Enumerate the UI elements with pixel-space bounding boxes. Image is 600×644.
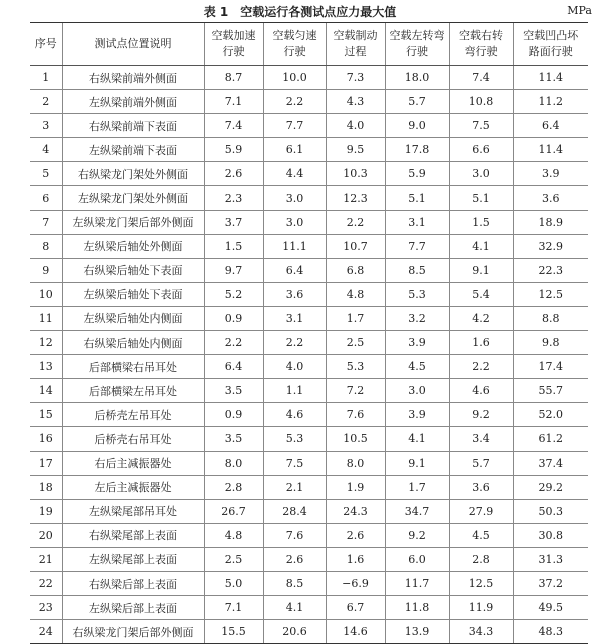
location-cell: 左纵梁后轴处下表面 <box>62 282 204 306</box>
rough-road-cell: 32.9 <box>513 234 588 258</box>
constant-cell: 6.1 <box>263 138 326 162</box>
braking-cell: 10.3 <box>326 162 385 186</box>
row-index: 11 <box>30 306 62 330</box>
header-right-turn: 空载右转 弯行驶 <box>449 23 513 66</box>
table-row <box>30 258 588 282</box>
row-index: 1 <box>30 66 62 90</box>
right-turn-cell: 9.2 <box>449 403 513 427</box>
braking-cell: 2.6 <box>326 523 385 547</box>
rough-road-cell: 30.8 <box>513 523 588 547</box>
accel-cell: 7.1 <box>204 90 263 114</box>
accel-cell: 7.4 <box>204 114 263 138</box>
row-index: 9 <box>30 258 62 282</box>
right-turn-cell: 7.4 <box>449 66 513 90</box>
location-cell: 左纵梁龙门架处外侧面 <box>62 186 204 210</box>
table-row <box>30 162 588 186</box>
constant-cell: 4.0 <box>263 355 326 379</box>
location-cell: 左纵梁后部上表面 <box>62 596 204 620</box>
constant-cell: 4.6 <box>263 403 326 427</box>
row-index: 6 <box>30 186 62 210</box>
header-location: 测试点位置说明 <box>62 23 204 66</box>
rough-road-cell: 49.5 <box>513 596 588 620</box>
accel-cell: 3.7 <box>204 210 263 234</box>
location-cell: 右纵梁尾部上表面 <box>62 523 204 547</box>
location-cell: 左纵梁后轴处外侧面 <box>62 234 204 258</box>
accel-cell: 7.1 <box>204 596 263 620</box>
row-index: 21 <box>30 547 62 571</box>
header-index: 序号 <box>30 23 62 66</box>
row-index: 10 <box>30 282 62 306</box>
location-cell: 后桥壳左吊耳处 <box>62 403 204 427</box>
table-row <box>30 234 588 258</box>
rough-road-cell: 9.8 <box>513 331 588 355</box>
location-cell: 右纵梁后轴处下表面 <box>62 258 204 282</box>
left-turn-cell: 5.1 <box>385 186 449 210</box>
row-index: 7 <box>30 210 62 234</box>
left-turn-cell: 17.8 <box>385 138 449 162</box>
row-index: 3 <box>30 114 62 138</box>
table-row <box>30 379 588 403</box>
table-row <box>30 66 588 90</box>
constant-cell: 2.2 <box>263 90 326 114</box>
location-cell: 后部横梁左吊耳处 <box>62 379 204 403</box>
rough-road-cell: 61.2 <box>513 427 588 451</box>
right-turn-cell: 3.0 <box>449 162 513 186</box>
braking-cell: 12.3 <box>326 186 385 210</box>
braking-cell: 14.6 <box>326 620 385 644</box>
table-row <box>30 620 588 644</box>
row-index: 19 <box>30 499 62 523</box>
constant-cell: 6.4 <box>263 258 326 282</box>
rough-road-cell: 11.4 <box>513 66 588 90</box>
table-row <box>30 596 588 620</box>
braking-cell: 7.6 <box>326 403 385 427</box>
accel-cell: 2.5 <box>204 547 263 571</box>
row-index: 8 <box>30 234 62 258</box>
accel-cell: 1.5 <box>204 234 263 258</box>
accel-cell: 6.4 <box>204 355 263 379</box>
left-turn-cell: 4.1 <box>385 427 449 451</box>
header-accel: 空载加速 行驶 <box>204 23 263 66</box>
right-turn-cell: 4.5 <box>449 523 513 547</box>
constant-cell: 3.6 <box>263 282 326 306</box>
table-row <box>30 114 588 138</box>
right-turn-cell: 2.8 <box>449 547 513 571</box>
row-index: 15 <box>30 403 62 427</box>
row-index: 16 <box>30 427 62 451</box>
left-turn-cell: 5.7 <box>385 90 449 114</box>
accel-cell: 2.2 <box>204 331 263 355</box>
location-cell: 右纵梁龙门架后部外侧面 <box>62 620 204 644</box>
table-row <box>30 210 588 234</box>
rough-road-cell: 29.2 <box>513 475 588 499</box>
left-turn-cell: 9.1 <box>385 451 449 475</box>
location-cell: 左纵梁龙门架后部外侧面 <box>62 210 204 234</box>
rough-road-cell: 55.7 <box>513 379 588 403</box>
braking-cell: 7.3 <box>326 66 385 90</box>
rough-road-cell: 52.0 <box>513 403 588 427</box>
table-row <box>30 475 588 499</box>
location-cell: 左后主减振器处 <box>62 475 204 499</box>
right-turn-cell: 5.7 <box>449 451 513 475</box>
constant-cell: 4.4 <box>263 162 326 186</box>
location-cell: 右纵梁后轴处内侧面 <box>62 331 204 355</box>
braking-cell: 5.3 <box>326 355 385 379</box>
accel-cell: 0.9 <box>204 403 263 427</box>
unit-label: MPa <box>567 4 592 17</box>
right-turn-cell: 34.3 <box>449 620 513 644</box>
braking-cell: 4.8 <box>326 282 385 306</box>
right-turn-cell: 4.2 <box>449 306 513 330</box>
left-turn-cell: 7.7 <box>385 234 449 258</box>
table-row <box>30 571 588 595</box>
accel-cell: 26.7 <box>204 499 263 523</box>
constant-cell: 3.0 <box>263 210 326 234</box>
table-row <box>30 427 588 451</box>
accel-cell: 5.2 <box>204 282 263 306</box>
right-turn-cell: 3.6 <box>449 475 513 499</box>
table-caption: 表 1 空载运行各测试点应力最大值 <box>203 5 397 19</box>
constant-cell: 11.1 <box>263 234 326 258</box>
rough-road-cell: 37.4 <box>513 451 588 475</box>
left-turn-cell: 9.0 <box>385 114 449 138</box>
accel-cell: 2.6 <box>204 162 263 186</box>
row-index: 5 <box>30 162 62 186</box>
braking-cell: 2.5 <box>326 331 385 355</box>
right-turn-cell: 7.5 <box>449 114 513 138</box>
braking-cell: 10.7 <box>326 234 385 258</box>
rough-road-cell: 12.5 <box>513 282 588 306</box>
accel-cell: 0.9 <box>204 306 263 330</box>
left-turn-cell: 5.3 <box>385 282 449 306</box>
right-turn-cell: 12.5 <box>449 571 513 595</box>
row-index: 13 <box>30 355 62 379</box>
right-turn-cell: 5.4 <box>449 282 513 306</box>
table-row <box>30 547 588 571</box>
table-row <box>30 355 588 379</box>
location-cell: 左纵梁尾部吊耳处 <box>62 499 204 523</box>
location-cell: 右纵梁前端外侧面 <box>62 66 204 90</box>
left-turn-cell: 3.9 <box>385 331 449 355</box>
braking-cell: 4.0 <box>326 114 385 138</box>
right-turn-cell: 9.1 <box>449 258 513 282</box>
braking-cell: 9.5 <box>326 138 385 162</box>
table-row <box>30 306 588 330</box>
location-cell: 右后主减振器处 <box>62 451 204 475</box>
table-header-row <box>30 23 588 66</box>
left-turn-cell: 3.2 <box>385 306 449 330</box>
right-turn-cell: 5.1 <box>449 186 513 210</box>
left-turn-cell: 6.0 <box>385 547 449 571</box>
left-turn-cell: 8.5 <box>385 258 449 282</box>
left-turn-cell: 13.9 <box>385 620 449 644</box>
left-turn-cell: 9.2 <box>385 523 449 547</box>
constant-cell: 2.6 <box>263 547 326 571</box>
right-turn-cell: 1.6 <box>449 331 513 355</box>
rough-road-cell: 17.4 <box>513 355 588 379</box>
left-turn-cell: 11.8 <box>385 596 449 620</box>
table-row <box>30 138 588 162</box>
constant-cell: 20.6 <box>263 620 326 644</box>
accel-cell: 9.7 <box>204 258 263 282</box>
accel-cell: 8.7 <box>204 66 263 90</box>
constant-cell: 1.1 <box>263 379 326 403</box>
rough-road-cell: 31.3 <box>513 547 588 571</box>
accel-cell: 8.0 <box>204 451 263 475</box>
location-cell: 后部横梁右吊耳处 <box>62 355 204 379</box>
constant-cell: 28.4 <box>263 499 326 523</box>
accel-cell: 3.5 <box>204 379 263 403</box>
header-constant: 空载匀速 行驶 <box>263 23 326 66</box>
constant-cell: 7.7 <box>263 114 326 138</box>
left-turn-cell: 1.7 <box>385 475 449 499</box>
constant-cell: 4.1 <box>263 596 326 620</box>
constant-cell: 3.0 <box>263 186 326 210</box>
braking-cell: 10.5 <box>326 427 385 451</box>
rough-road-cell: 37.2 <box>513 571 588 595</box>
accel-cell: 4.8 <box>204 523 263 547</box>
left-turn-cell: 18.0 <box>385 66 449 90</box>
row-index: 12 <box>30 331 62 355</box>
table-row <box>30 523 588 547</box>
right-turn-cell: 1.5 <box>449 210 513 234</box>
accel-cell: 5.0 <box>204 571 263 595</box>
left-turn-cell: 34.7 <box>385 499 449 523</box>
rough-road-cell: 6.4 <box>513 114 588 138</box>
rough-road-cell: 48.3 <box>513 620 588 644</box>
braking-cell: 2.2 <box>326 210 385 234</box>
rough-road-cell: 3.9 <box>513 162 588 186</box>
constant-cell: 2.2 <box>263 331 326 355</box>
accel-cell: 3.5 <box>204 427 263 451</box>
accel-cell: 5.9 <box>204 138 263 162</box>
left-turn-cell: 3.9 <box>385 403 449 427</box>
row-index: 23 <box>30 596 62 620</box>
rough-road-cell: 8.8 <box>513 306 588 330</box>
accel-cell: 2.3 <box>204 186 263 210</box>
location-cell: 左纵梁尾部上表面 <box>62 547 204 571</box>
table-row <box>30 451 588 475</box>
left-turn-cell: 3.1 <box>385 210 449 234</box>
braking-cell: 6.7 <box>326 596 385 620</box>
header-braking: 空载制动 过程 <box>326 23 385 66</box>
constant-cell: 10.0 <box>263 66 326 90</box>
rough-road-cell: 18.9 <box>513 210 588 234</box>
rough-road-cell: 22.3 <box>513 258 588 282</box>
left-turn-cell: 11.7 <box>385 571 449 595</box>
location-cell: 右纵梁龙门架处外侧面 <box>62 162 204 186</box>
table-row <box>30 331 588 355</box>
rough-road-cell: 11.4 <box>513 138 588 162</box>
table-caption-row <box>0 0 600 22</box>
stress-table <box>30 22 588 644</box>
left-turn-cell: 4.5 <box>385 355 449 379</box>
left-turn-cell: 5.9 <box>385 162 449 186</box>
right-turn-cell: 27.9 <box>449 499 513 523</box>
right-turn-cell: 11.9 <box>449 596 513 620</box>
location-cell: 左纵梁前端下表面 <box>62 138 204 162</box>
braking-cell: 1.9 <box>326 475 385 499</box>
location-cell: 左纵梁前端外侧面 <box>62 90 204 114</box>
header-rough-road: 空载凹凸坏 路面行驶 <box>513 23 588 66</box>
braking-cell: 1.6 <box>326 547 385 571</box>
location-cell: 右纵梁后部上表面 <box>62 571 204 595</box>
table-row <box>30 186 588 210</box>
row-index: 18 <box>30 475 62 499</box>
row-index: 20 <box>30 523 62 547</box>
constant-cell: 2.1 <box>263 475 326 499</box>
table-row <box>30 282 588 306</box>
location-cell: 后桥壳右吊耳处 <box>62 427 204 451</box>
row-index: 24 <box>30 620 62 644</box>
braking-cell: 24.3 <box>326 499 385 523</box>
rough-road-cell: 50.3 <box>513 499 588 523</box>
braking-cell: 8.0 <box>326 451 385 475</box>
braking-cell: 1.7 <box>326 306 385 330</box>
rough-road-cell: 3.6 <box>513 186 588 210</box>
row-index: 17 <box>30 451 62 475</box>
constant-cell: 3.1 <box>263 306 326 330</box>
header-left-turn: 空载左转弯 行驶 <box>385 23 449 66</box>
constant-cell: 7.5 <box>263 451 326 475</box>
table-row <box>30 90 588 114</box>
braking-cell: 6.8 <box>326 258 385 282</box>
accel-cell: 15.5 <box>204 620 263 644</box>
location-cell: 右纵梁前端下表面 <box>62 114 204 138</box>
rough-road-cell: 11.2 <box>513 90 588 114</box>
right-turn-cell: 2.2 <box>449 355 513 379</box>
row-index: 4 <box>30 138 62 162</box>
accel-cell: 2.8 <box>204 475 263 499</box>
row-index: 14 <box>30 379 62 403</box>
braking-cell: −6.9 <box>326 571 385 595</box>
constant-cell: 5.3 <box>263 427 326 451</box>
table-row <box>30 403 588 427</box>
row-index: 2 <box>30 90 62 114</box>
table-row <box>30 499 588 523</box>
right-turn-cell: 3.4 <box>449 427 513 451</box>
right-turn-cell: 4.6 <box>449 379 513 403</box>
right-turn-cell: 10.8 <box>449 90 513 114</box>
table-body <box>30 66 588 644</box>
row-index: 22 <box>30 571 62 595</box>
left-turn-cell: 3.0 <box>385 379 449 403</box>
right-turn-cell: 4.1 <box>449 234 513 258</box>
right-turn-cell: 6.6 <box>449 138 513 162</box>
constant-cell: 7.6 <box>263 523 326 547</box>
braking-cell: 7.2 <box>326 379 385 403</box>
location-cell: 左纵梁后轴处内侧面 <box>62 306 204 330</box>
braking-cell: 4.3 <box>326 90 385 114</box>
constant-cell: 8.5 <box>263 571 326 595</box>
